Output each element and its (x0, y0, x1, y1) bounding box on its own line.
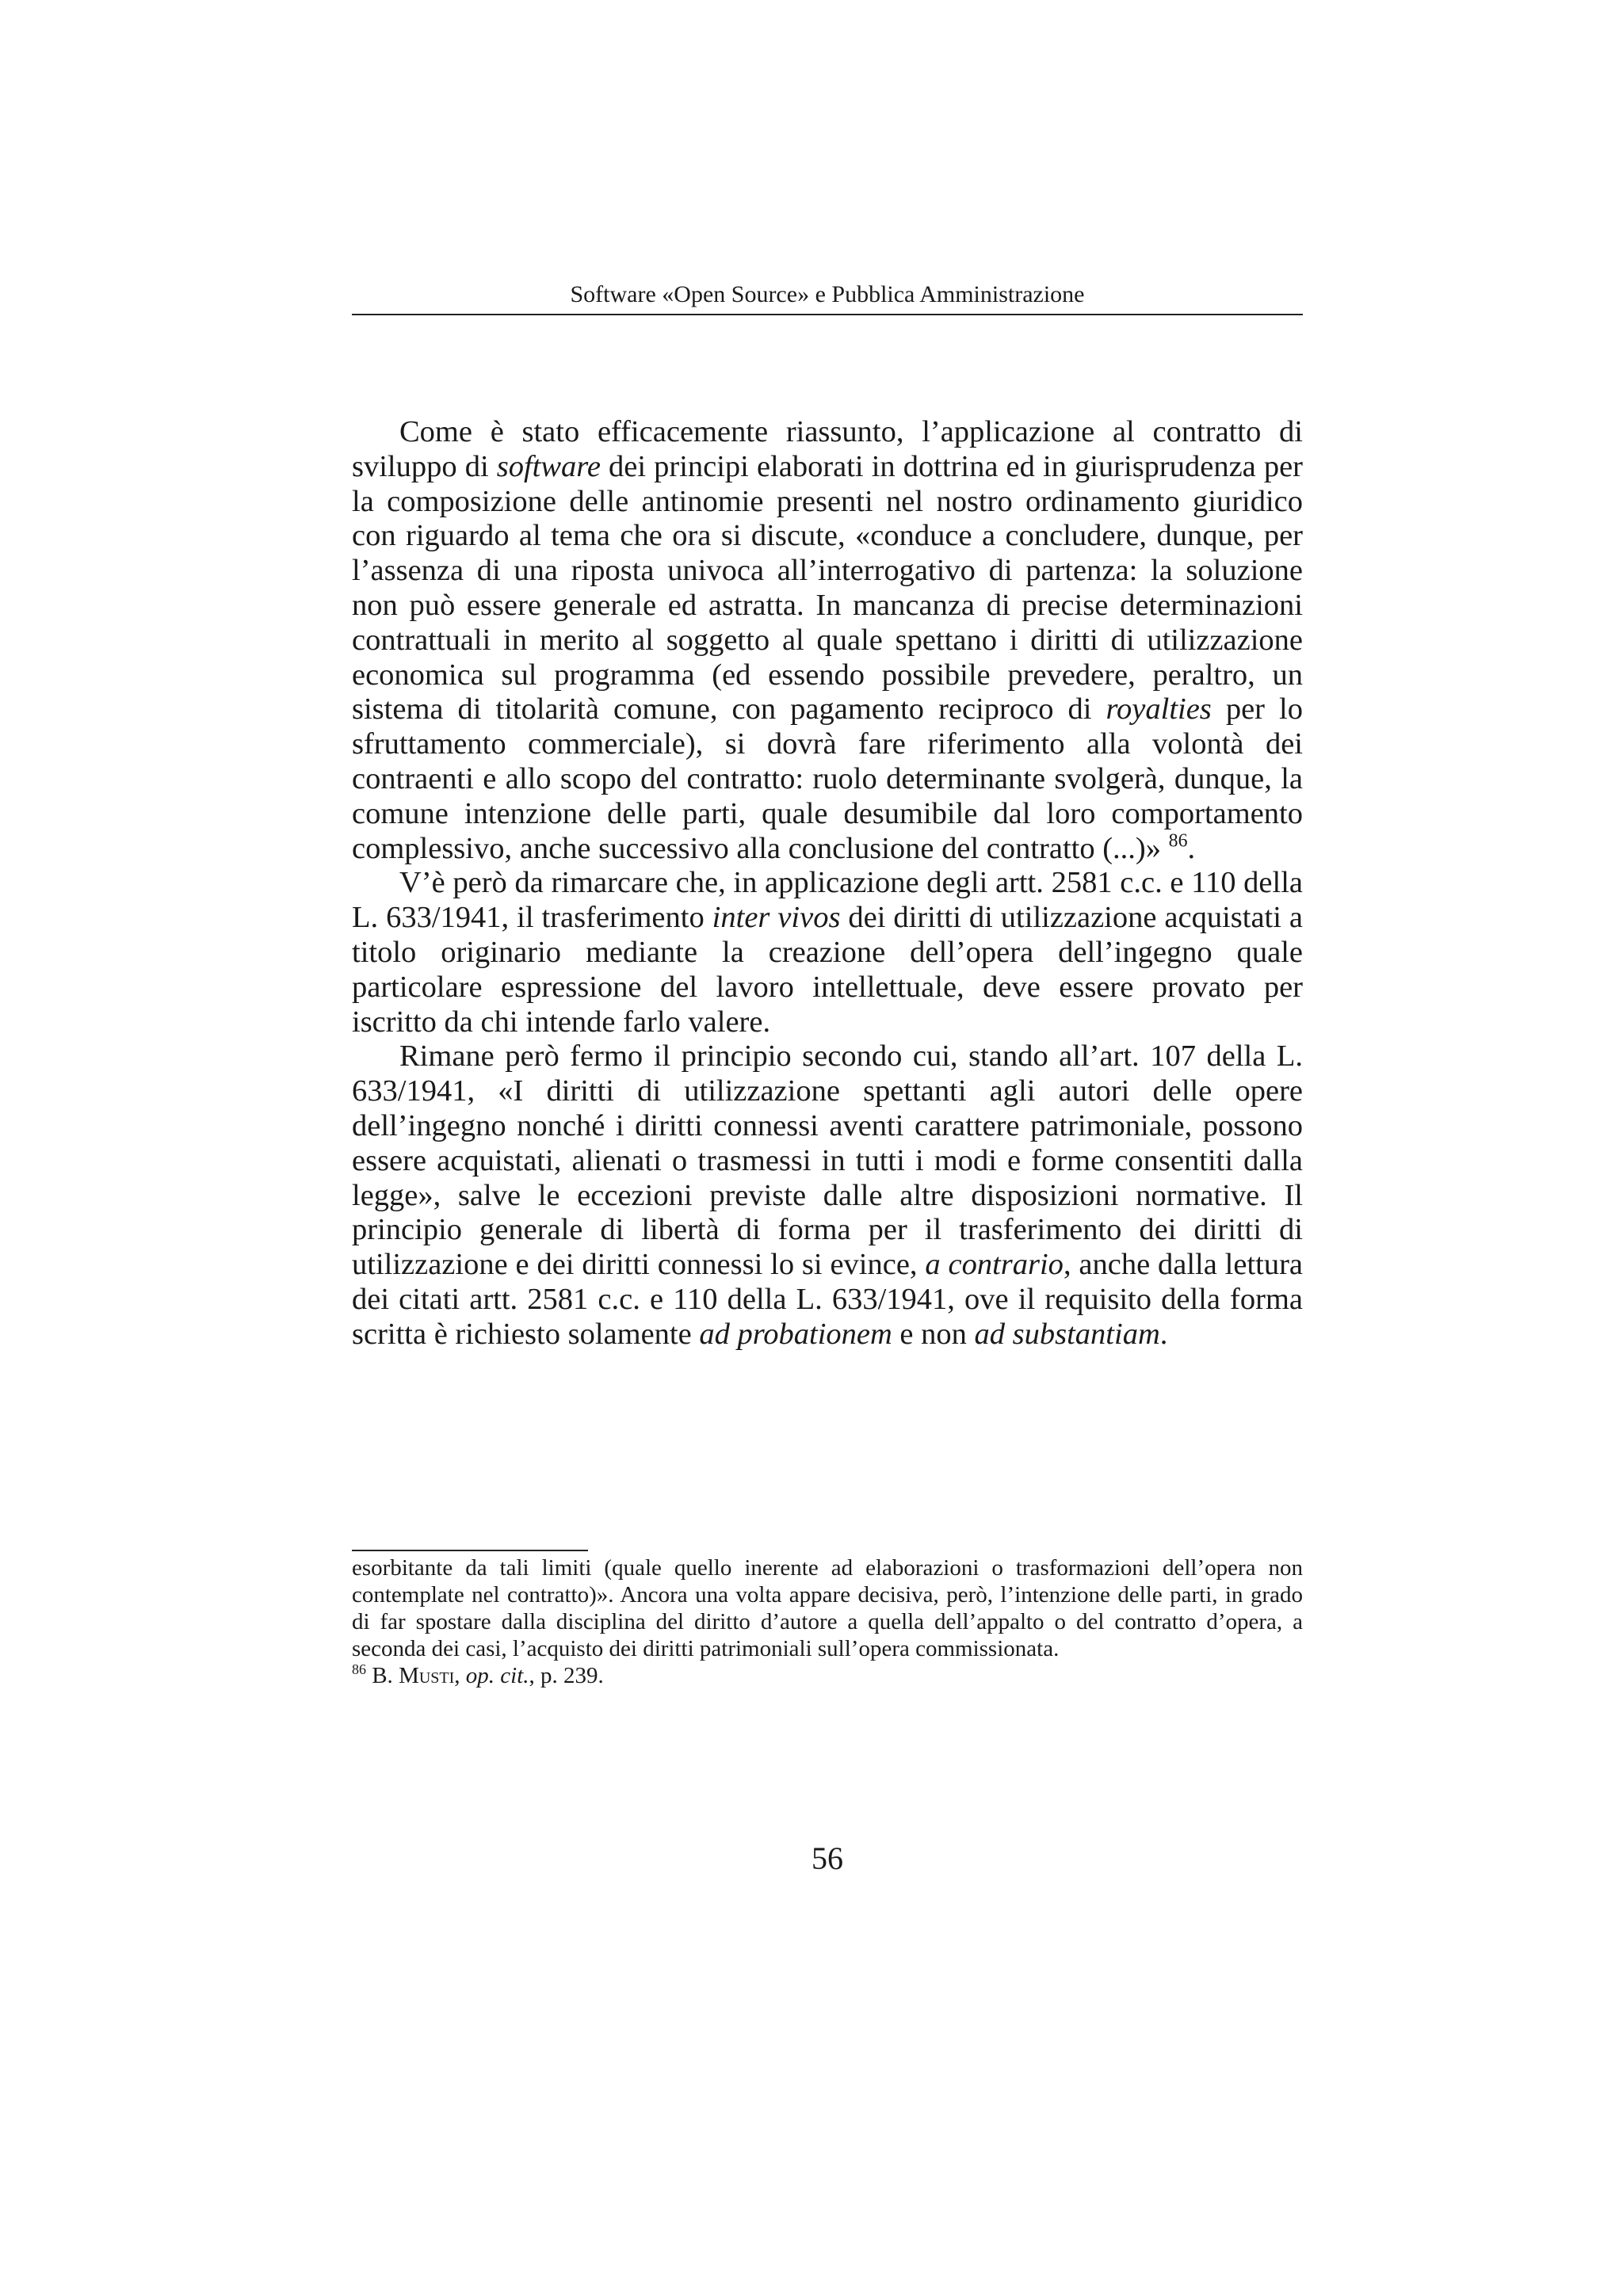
text-run: Rimane però fermo il principio secondo cui, stando all’art. 107 della L. 633/1941, «I diritti di utilizzazione spettanti agli autori delle opere dell’ingegno nonché i diritti connessi aventi carattere patrimoniale, possono essere acquistati, alienati o trasmessi in tutti i modi e forme consentiti dalla legge», salve le eccezioni previste dalle altre disposizioni normative. Il principio generale di libertà di forma per il trasferimento dei diritti di utilizzazione e dei diritti connessi lo si evince, (352, 1039, 1303, 1282)
text-run: V’è però da rimarcare che, in applicazione degli artt. 2581 c.c. e 110 della L. 633/1941, il trasferimento (352, 866, 1303, 935)
page-number: 56 (812, 1840, 843, 1876)
text-run: Come è stato efficacemente riassunto, l’applicazione al contratto di sviluppo di (352, 415, 1303, 483)
footnote-reference: 86 (1168, 830, 1188, 852)
text-run: dei principi elaborati in dottrina ed in giurisprudenza per la composizione delle antinomie presenti nel nostro ordinamento giuridico con riguardo al tema che ora si discute, «conduce a concludere, dunque, per l’assenza di una riposta univoca all’interrogativo di partenza: la soluzione non può essere generale ed astratta. In mancanza di precise determinazioni contrattuali in merito al soggetto al quale spettano i diritti di utilizzazione economica sul programma (ed essendo possibile prevedere, peraltro, un sistema di titolarità comune, con pagamento reciproco di (352, 449, 1303, 727)
footnote-86 (352, 1662, 1303, 1689)
italic-term: ad substantiam (974, 1317, 1160, 1351)
text-run: per lo sfruttamento commerciale), si dovrà fare riferimento alla volontà dei contraenti e allo scopo del contratto: ruolo determinante svolgerà, dunque, la comune intenzione delle parti, quale desumibile dal loro comportamento complessivo, anche successivo alla conclusione del contratto (...)» (352, 692, 1303, 865)
footnotes (352, 1554, 1303, 1689)
body-text (352, 415, 1303, 1352)
text-run: . (1187, 831, 1196, 865)
italic-term: royalties (1106, 692, 1212, 727)
italic-term: a contrario (925, 1248, 1064, 1282)
italic-term: inter vivos (712, 901, 841, 935)
text-run: B. (372, 1663, 399, 1688)
footnote-number: 86 (352, 1661, 366, 1678)
paragraph-2 (352, 866, 1303, 1039)
italic-term: software (496, 449, 601, 483)
header-rule (352, 314, 1303, 315)
text-run: e non (892, 1317, 975, 1351)
text-run: , anche dalla lettura dei citati artt. 2581 c.c. e 110 della L. 633/1941, ove il requisito della forma scritta è richiesto solamente (352, 1248, 1304, 1351)
author-surname: Musti (399, 1663, 455, 1688)
running-header: Software «Open Source» e Pubblica Amministrazione (570, 281, 1085, 307)
text-run: , p. 239. (529, 1663, 604, 1688)
text-run: , (454, 1663, 466, 1688)
italic-term: op. cit. (465, 1663, 529, 1688)
text-run: . (1159, 1317, 1168, 1351)
footnote-continuation: esorbitante da tali limiti (quale quello inerente ad elaborazioni o trasformazioni dell’opera non contemplate nel contratto)». Ancora una volta appare decisiva, però, l’intenzione delle parti, in grado di far spostare dalla disciplina del diritto d’autore a quella dell’appalto o del contratto d’opera, a seconda dei casi, l’acquisto dei diritti patrimoniali sull’opera commissionata. (352, 1555, 1303, 1661)
footnote-separator (352, 1550, 588, 1551)
paragraph-1 (352, 415, 1303, 866)
italic-term: ad probationem (699, 1317, 892, 1351)
paragraph-3 (352, 1039, 1303, 1352)
text-run: dei diritti di utilizzazione acquistati a titolo originario mediante la creazione dell’opera dell’ingegno quale particolare espressione del lavoro intellettuale, deve essere provato per iscritto da chi intende farlo valere. (352, 901, 1303, 1039)
